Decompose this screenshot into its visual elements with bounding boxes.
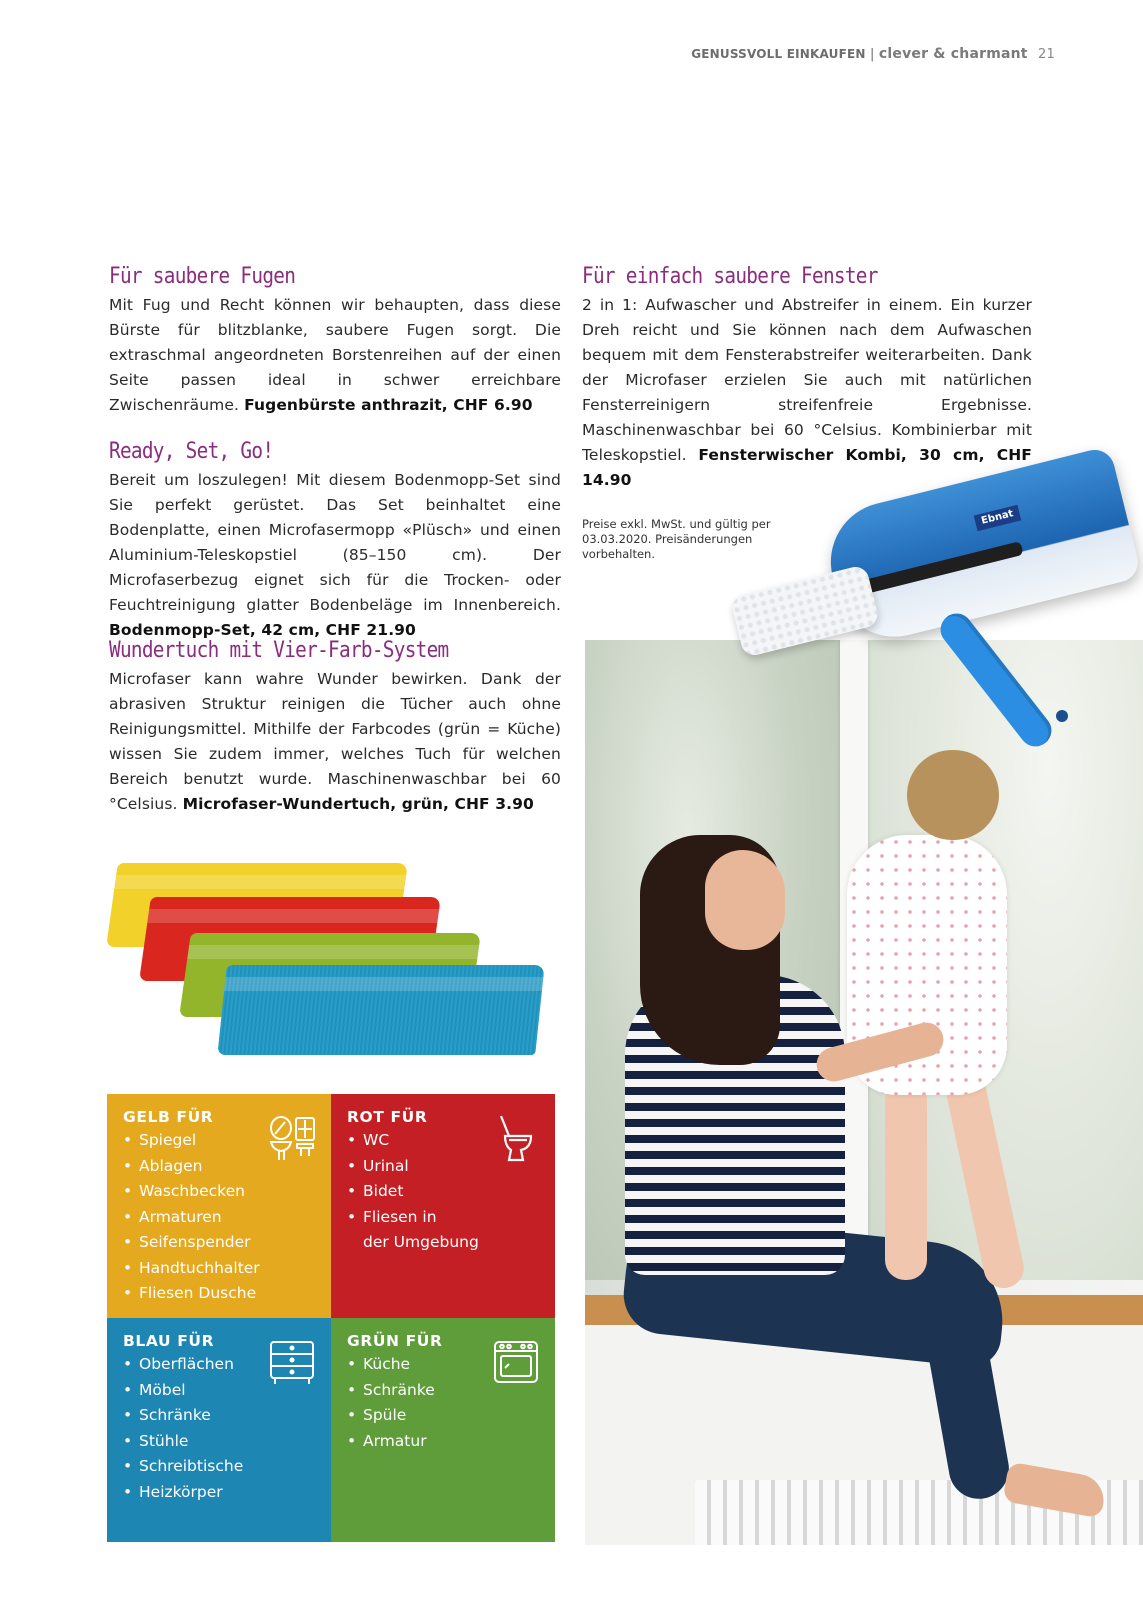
yellow-cell: [107, 1094, 331, 1318]
microfiber-towels-image: [100, 855, 560, 1055]
price-note: Preise exkl. MwSt. und gültig per 03.03.2020. Preisänderungen vorbehalten.: [582, 517, 771, 561]
article-body: 2 in 1: Aufwascher und Abstreifer in einem. Ein kurzer Dreh reicht und Sie können nach dem Aufwaschen bequem mit dem Fensterabstreifer weiterarbeiten. Dank der Microfaser erzielen Sie auch mit natürlichen Fensterreinigern streifenfreie Ergebnisse. Maschinenwaschbar bei 60 °Celsius. Kombinierbar mit Teleskopstiel. Fensterwischer Kombi, 30 cm, CHF 14.90: [582, 296, 1032, 489]
list-item: • Schreibtische: [123, 1454, 315, 1480]
oven-icon: [491, 1338, 541, 1386]
article-bodenmopp: [109, 439, 561, 643]
page-number: 21: [1038, 47, 1055, 62]
brand-logo: Ebnat: [974, 505, 1022, 531]
article-title: Für einfach saubere Fenster: [582, 264, 878, 289]
mother-child-window-photo: [585, 640, 1143, 1545]
blue-towel: [217, 965, 544, 1055]
list-item: • Spiegel: [123, 1128, 315, 1154]
product-price: Fensterwischer Kombi, 30 cm, CHF 14.90: [582, 446, 1032, 489]
bathroom-sink-icon: [267, 1114, 317, 1162]
article-title: Für saubere Fugen: [109, 264, 296, 289]
list-item: • Armatur: [347, 1429, 539, 1455]
microfiber-pad: [730, 564, 881, 658]
article-body: Bereit um loszulegen! Mit diesem Bodenmopp-Set sind Sie perfekt gerüstet. Das Set beinhaltet eine Bodenplatte, einen Microfasermopp «Plüsch» und einen Aluminium-Teleskopstiel (85–150 cm). Der Microfaserbezug eignet sich für die Trocken- oder Feuchtreinigung glatter Bodenbeläge im Innenbereich. Bodenmopp-Set, 42 cm, CHF 21.90: [109, 471, 561, 639]
list-item: • Oberflächen: [123, 1352, 315, 1378]
cell-title: GRÜN FÜR: [347, 1332, 443, 1350]
list-item: • Urinal: [347, 1154, 539, 1180]
cell-title: ROT FÜR: [347, 1108, 428, 1126]
article-title: Ready, Set, Go!: [109, 439, 274, 464]
list-item: • Spüle: [347, 1403, 539, 1429]
blue-cell: [107, 1318, 331, 1542]
green-cell: [331, 1318, 555, 1542]
list-item: • Ablagen: [123, 1154, 315, 1180]
toilet-icon: [491, 1114, 541, 1162]
list-item: • Möbel: [123, 1378, 315, 1404]
product-price: Microfaser-Wundertuch, grün, CHF 3.90: [182, 795, 534, 813]
page-header: [691, 46, 1055, 62]
article-body: Microfaser kann wahre Wunder bewirken. Dank der abrasiven Struktur reinigen die Tücher auch ohne Reinigungsmittel. Mithilfe der Farbcodes (grün = Küche) wissen Sie zudem immer, welches Tuch für welchen Bereich benutzt wurde. Maschinenwaschbar bei 60 °Celsius. Microfaser-Wundertuch, grün, CHF 3.90: [109, 670, 561, 813]
magazine-title: clever & charmant: [878, 46, 1028, 62]
list-item: • Seifenspender: [123, 1230, 315, 1256]
list-item: • Küche: [347, 1352, 539, 1378]
list-item: • Fliesen Dusche: [123, 1281, 315, 1307]
list-item: • Schränke: [123, 1403, 315, 1429]
list-item: • WC: [347, 1128, 539, 1154]
list-item: • Stühle: [123, 1429, 315, 1455]
cell-title: GELB FÜR: [123, 1108, 214, 1126]
article-fugen: [109, 264, 561, 418]
list-item: der Umgebung: [363, 1233, 479, 1251]
article-wundertuch: [109, 638, 561, 817]
article-title: Wundertuch mit Vier-Farb-System: [109, 638, 449, 663]
window-squeegee-product-image: [735, 460, 1135, 760]
red-cell: [331, 1094, 555, 1318]
product-price: Fugenbürste anthrazit, CHF 6.90: [244, 396, 533, 414]
product-price: Bodenmopp-Set, 42 cm, CHF 21.90: [109, 621, 416, 639]
dresser-icon: [267, 1338, 317, 1386]
article-body: Mit Fug und Recht können wir behaupten, dass diese Bürste für blitzblanke, saubere Fugen sorgt. Die extraschmal angeordneten Borstenreihen auf der einen Seite passen ideal in schwer erreichbare Zwischenräume. Fugenbürste anthrazit, CHF 6.90: [109, 296, 561, 414]
list-item: • Fliesen in: [347, 1205, 539, 1231]
list-item: • Handtuchhalter: [123, 1256, 315, 1282]
list-item: • Armaturen: [123, 1205, 315, 1231]
cell-title: BLAU FÜR: [123, 1332, 215, 1350]
color-code-grid: [107, 1094, 555, 1542]
list-item: • Bidet: [347, 1179, 539, 1205]
list-item: • Waschbecken: [123, 1179, 315, 1205]
header-separator: |: [869, 47, 875, 62]
squeegee-handle: [934, 607, 1058, 753]
article-fenster: [582, 264, 1032, 493]
section-label: GENUSSVOLL EINKAUFEN: [691, 47, 866, 61]
list-item: • Heizkörper: [123, 1480, 315, 1506]
list-item: • Schränke: [347, 1378, 539, 1404]
